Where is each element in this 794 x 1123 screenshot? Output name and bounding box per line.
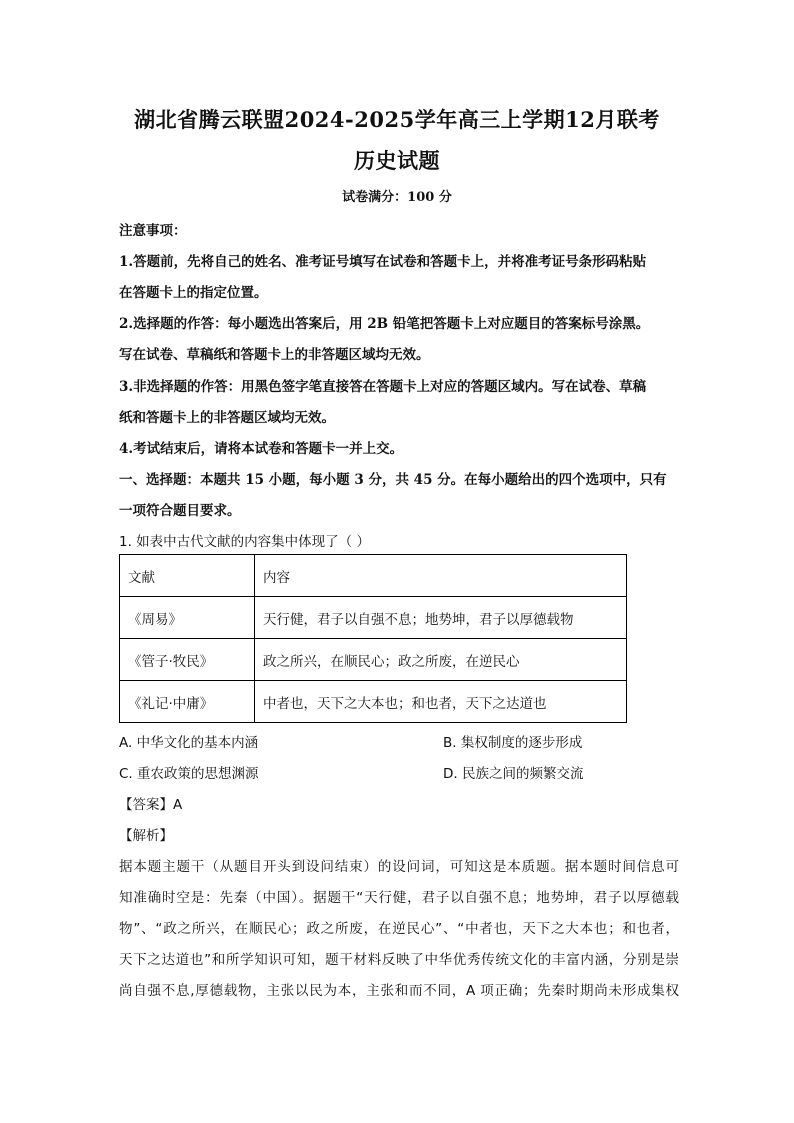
table-cell: 天行健，君子以自强不息；地势坤，君子以厚德载物 bbox=[255, 597, 627, 639]
analysis-line-3: 物”、“政之所兴，在顺民心；政之所废，在逆民心”、“中者也，天下之大本也；和也者， bbox=[119, 921, 679, 937]
exam-score: 试卷满分：100 分 bbox=[342, 190, 452, 205]
option-d: D. 民族之间的频繁交流 bbox=[443, 766, 584, 782]
note-line-3: 2.选择题的作答：每小题选出答案后，用 2B 铅笔把答题卡上对应题目的答案标号涂黑。 bbox=[119, 316, 650, 332]
analysis-line-5: 尚自强不息,厚德载物，主张以民为本，主张和而不同，A 项正确；先秦时期尚未形成集权 bbox=[119, 983, 679, 999]
table-cell: 中者也，天下之大本也；和也者，天下之达道也 bbox=[255, 681, 627, 723]
note-line-6: 纸和答题卡上的非答题区域均无效。 bbox=[119, 410, 335, 426]
literature-table bbox=[119, 554, 627, 723]
option-c: C. 重农政策的思想渊源 bbox=[119, 766, 259, 782]
table-cell: 《礼记·中庸》 bbox=[120, 681, 255, 723]
table-row bbox=[120, 597, 627, 639]
analysis-line-1: 据本题主题干（从题目开头到设问结束）的设问词，可知这是本质题。据本题时间信息可 bbox=[119, 859, 679, 875]
answer-label: 【答案】A bbox=[119, 797, 183, 813]
table-row bbox=[120, 639, 627, 681]
option-a: A. 中华文化的基本内涵 bbox=[119, 735, 259, 751]
note-line-7: 4.考试结束后，请将本试卷和答题卡一并上交。 bbox=[119, 441, 404, 457]
section-line-2: 一项符合题目要求。 bbox=[119, 503, 241, 519]
analysis-line-4: 天下之达道也”和所学知识可知，题干材料反映了中华优秀传统文化的丰富内涵，分别是崇 bbox=[119, 952, 679, 968]
table-header-row bbox=[120, 555, 627, 597]
note-line-5: 3.非选择题的作答：用黑色签字笔直接答在答题卡上对应的答题区域内。写在试卷、草稿 bbox=[119, 379, 647, 395]
section-line-1: 一、选择题：本题共 15 小题，每小题 3 分，共 45 分。在每小题给出的四个选项中，只有 bbox=[119, 472, 667, 488]
table-header-cell: 文献 bbox=[120, 555, 255, 597]
table-row bbox=[120, 681, 627, 723]
analysis-line-2: 知准确时空是：先秦（中国）。据题干“天行健，君子以自强不息；地势坤，君子以厚德载 bbox=[119, 890, 679, 906]
note-line-1: 1.答题前，先将自己的姓名、准考证号填写在试卷和答题卡上，并将准考证号条形码粘贴 bbox=[119, 254, 647, 270]
notes-heading: 注意事项： bbox=[119, 223, 187, 239]
exam-subtitle: 历史试题 bbox=[354, 148, 440, 173]
note-line-2: 在答题卡上的指定位置。 bbox=[119, 285, 268, 301]
option-b: B. 集权制度的逐步形成 bbox=[443, 735, 583, 751]
table-cell: 《周易》 bbox=[120, 597, 255, 639]
table-cell: 政之所兴，在顺民心；政之所废，在逆民心 bbox=[255, 639, 627, 681]
question-stem: 1. 如表中古代文献的内容集中体现了（ ） bbox=[119, 534, 370, 550]
note-line-4: 写在试卷、草稿纸和答题卡上的非答题区域均无效。 bbox=[119, 347, 430, 363]
table-cell: 《管子·牧民》 bbox=[120, 639, 255, 681]
table-header-cell: 内容 bbox=[255, 555, 627, 597]
analysis-label: 【解析】 bbox=[119, 828, 173, 844]
exam-title: 湖北省腾云联盟2024-2025学年高三上学期12月联考 bbox=[134, 107, 660, 132]
